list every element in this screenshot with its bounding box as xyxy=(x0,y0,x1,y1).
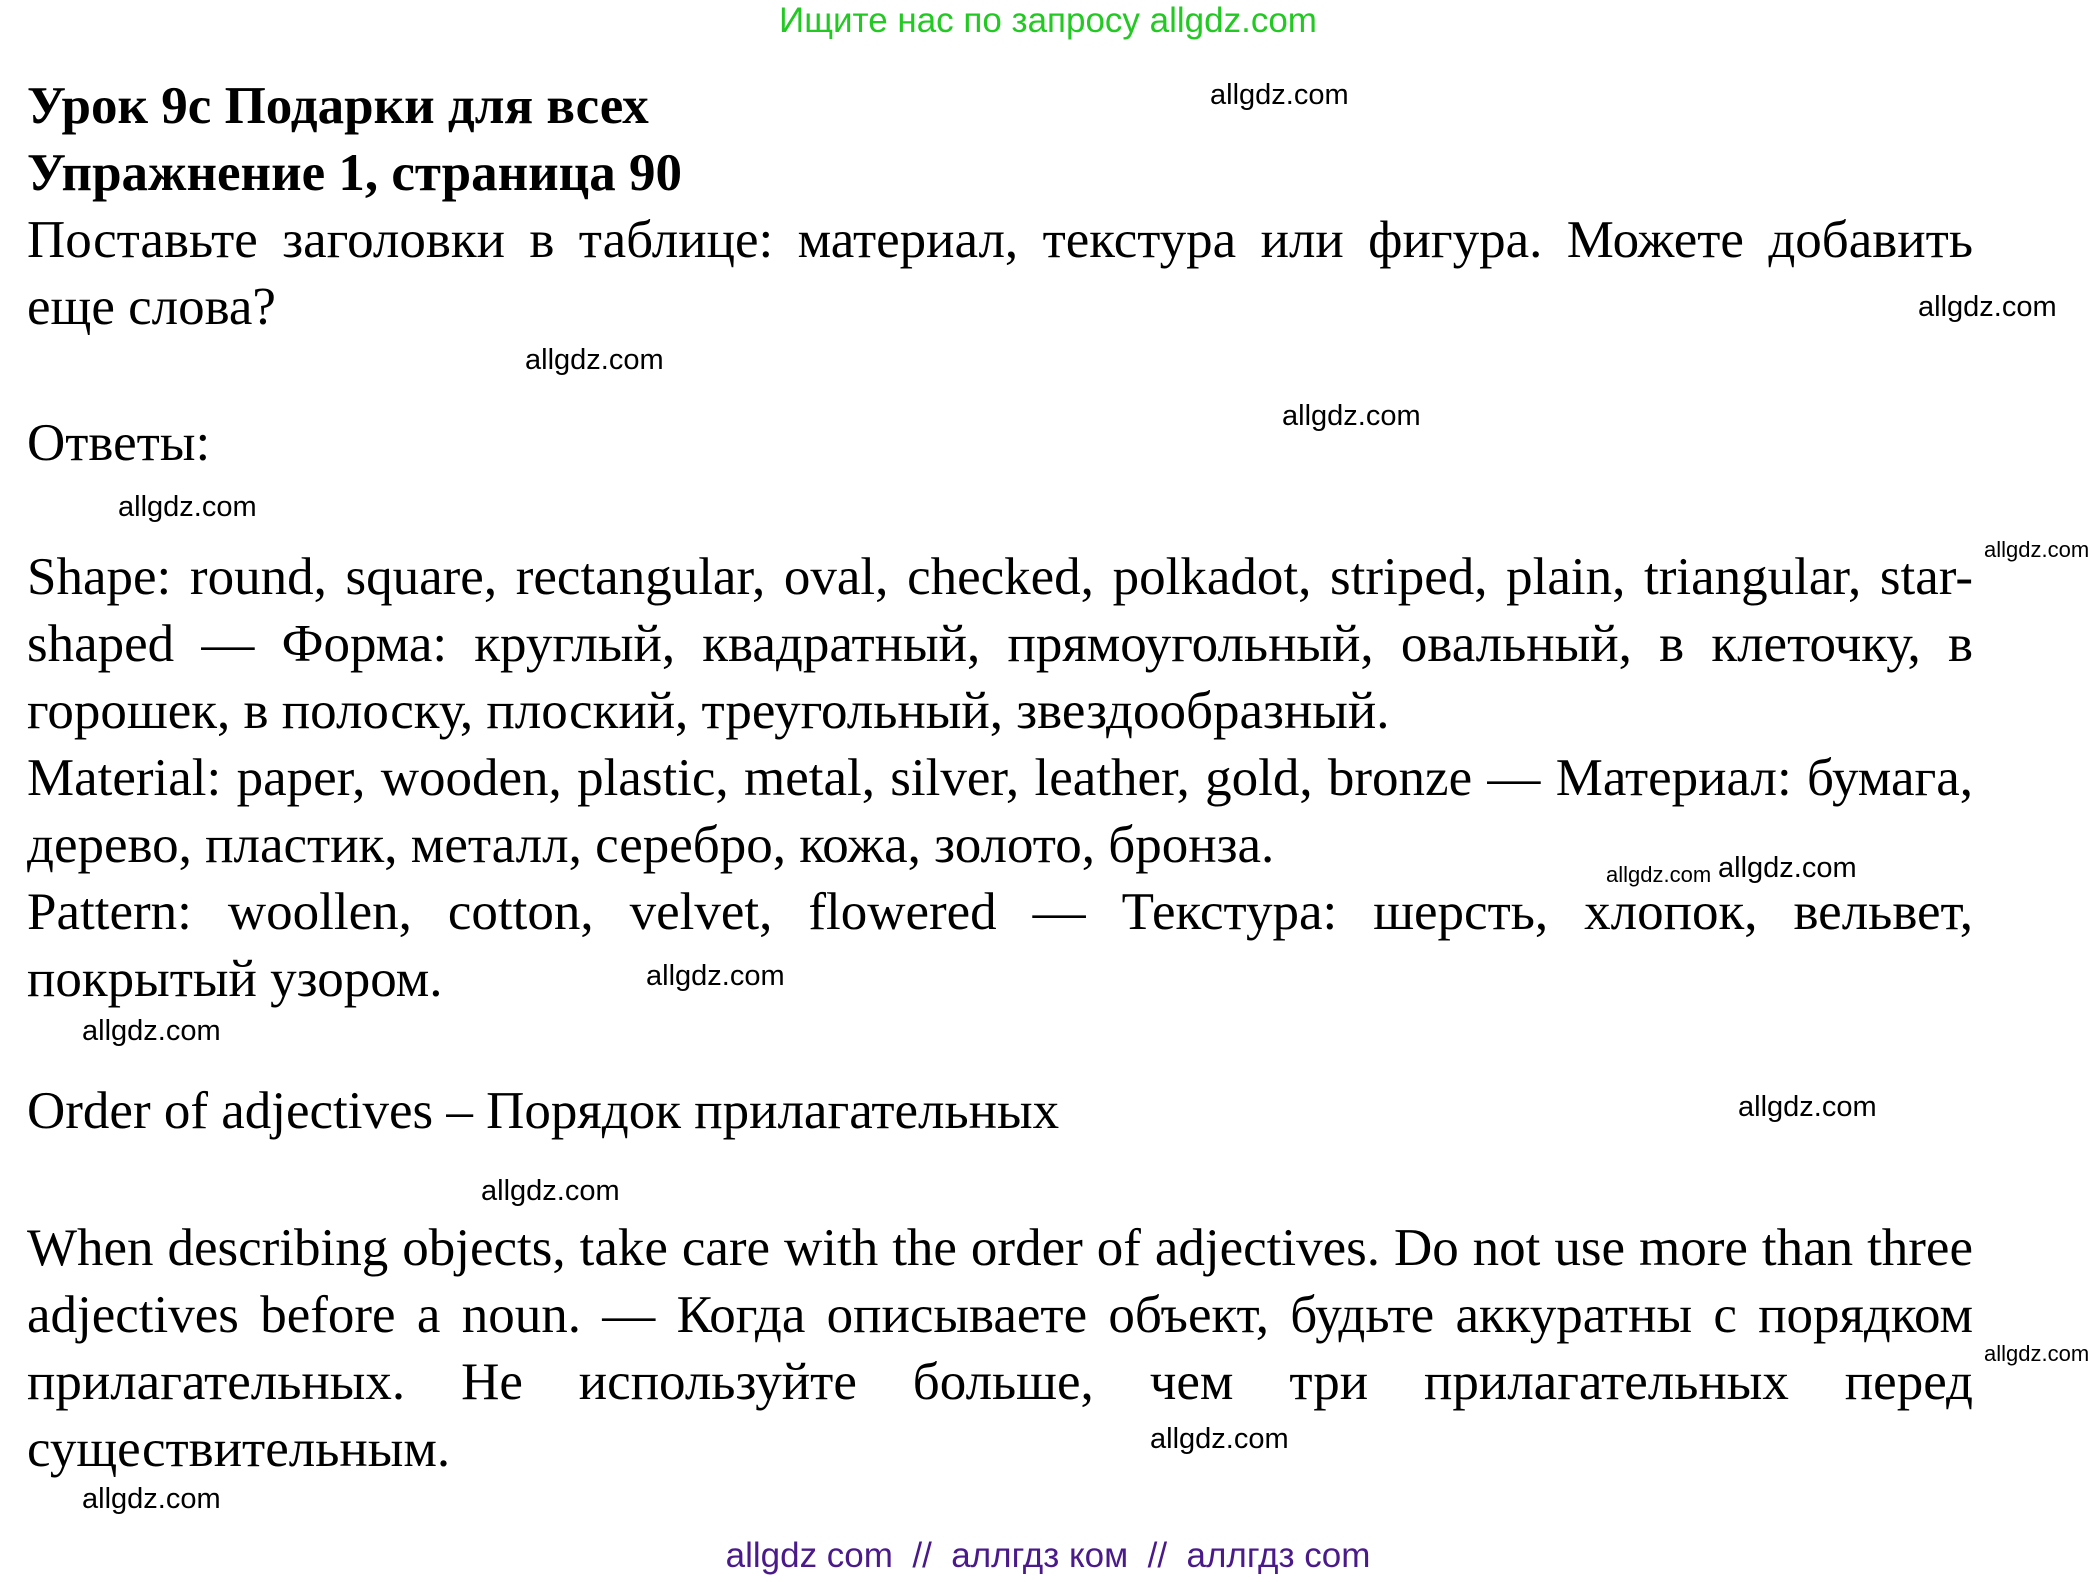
order-text: When describing objects, take care with the order of adjectives. Do not use more than three adjectives before a noun. — Когда описываете объект, будьте аккуратны с порядком прилагательных. Не используйте больше, чем три прилагательных перед существительным. xyxy=(27,1219,1973,1478)
watermark: allgdz.com xyxy=(1984,537,2090,562)
search-banner[interactable]: Ищите нас по запросу allgdz.com xyxy=(779,1,1317,40)
watermark: allgdz.com xyxy=(1738,1091,1877,1123)
order-title: Order of adjectives – Порядок прилагательных xyxy=(27,1082,1060,1140)
answer-material: Material: paper, wooden, plastic, metal, silver, leather, gold, bronze — Материал: бумага, дерево, пластик, металл, серебро, кожа, золото, бронза. xyxy=(27,749,1973,874)
exercise-title: Упражнение 1, страница 90 xyxy=(27,144,682,202)
watermark: allgdz.com xyxy=(1984,1341,2090,1366)
watermark: allgdz.com xyxy=(1150,1423,1289,1455)
watermark: allgdz.com xyxy=(481,1175,620,1207)
watermark: allgdz.com xyxy=(1210,79,1349,111)
watermark: allgdz.com xyxy=(646,960,785,992)
watermark: allgdz.com xyxy=(1918,291,2057,323)
watermark: allgdz.com xyxy=(1606,862,1712,887)
answer-pattern: Pattern: woollen, cotton, velvet, flowered — Текстура: шерсть, хлопок, вельвет, покрытый узором. xyxy=(27,883,1973,1008)
watermark: allgdz.com xyxy=(1282,400,1421,432)
answers-block xyxy=(27,544,1973,1013)
watermark: allgdz.com xyxy=(525,344,664,376)
answers-label: Ответы: xyxy=(27,414,211,472)
answer-shape: Shape: round, square, rectangular, oval, checked, polkadot, striped, plain, triangular, star-shaped — Форма: круглый, квадратный, прямоугольный, овальный, в клеточку, в горошек, в полоску, плоский, треугольный, звездообразный. xyxy=(27,548,1973,740)
watermark: allgdz.com xyxy=(1718,852,1857,884)
watermark: allgdz.com xyxy=(82,1015,221,1047)
watermark: allgdz.com xyxy=(118,491,257,523)
watermark: allgdz.com xyxy=(82,1483,221,1515)
order-block xyxy=(27,1215,1973,1483)
lesson-title: Урок 9c Подарки для всех xyxy=(27,77,649,135)
task-text: Поставьте заголовки в таблице: материал, текстура или фигура. Можете добавить еще слова? xyxy=(27,211,1973,336)
heading-block xyxy=(27,73,1973,341)
footer-links[interactable]: allgdz com // аллгдз ком // аллгдз com xyxy=(725,1536,1371,1575)
